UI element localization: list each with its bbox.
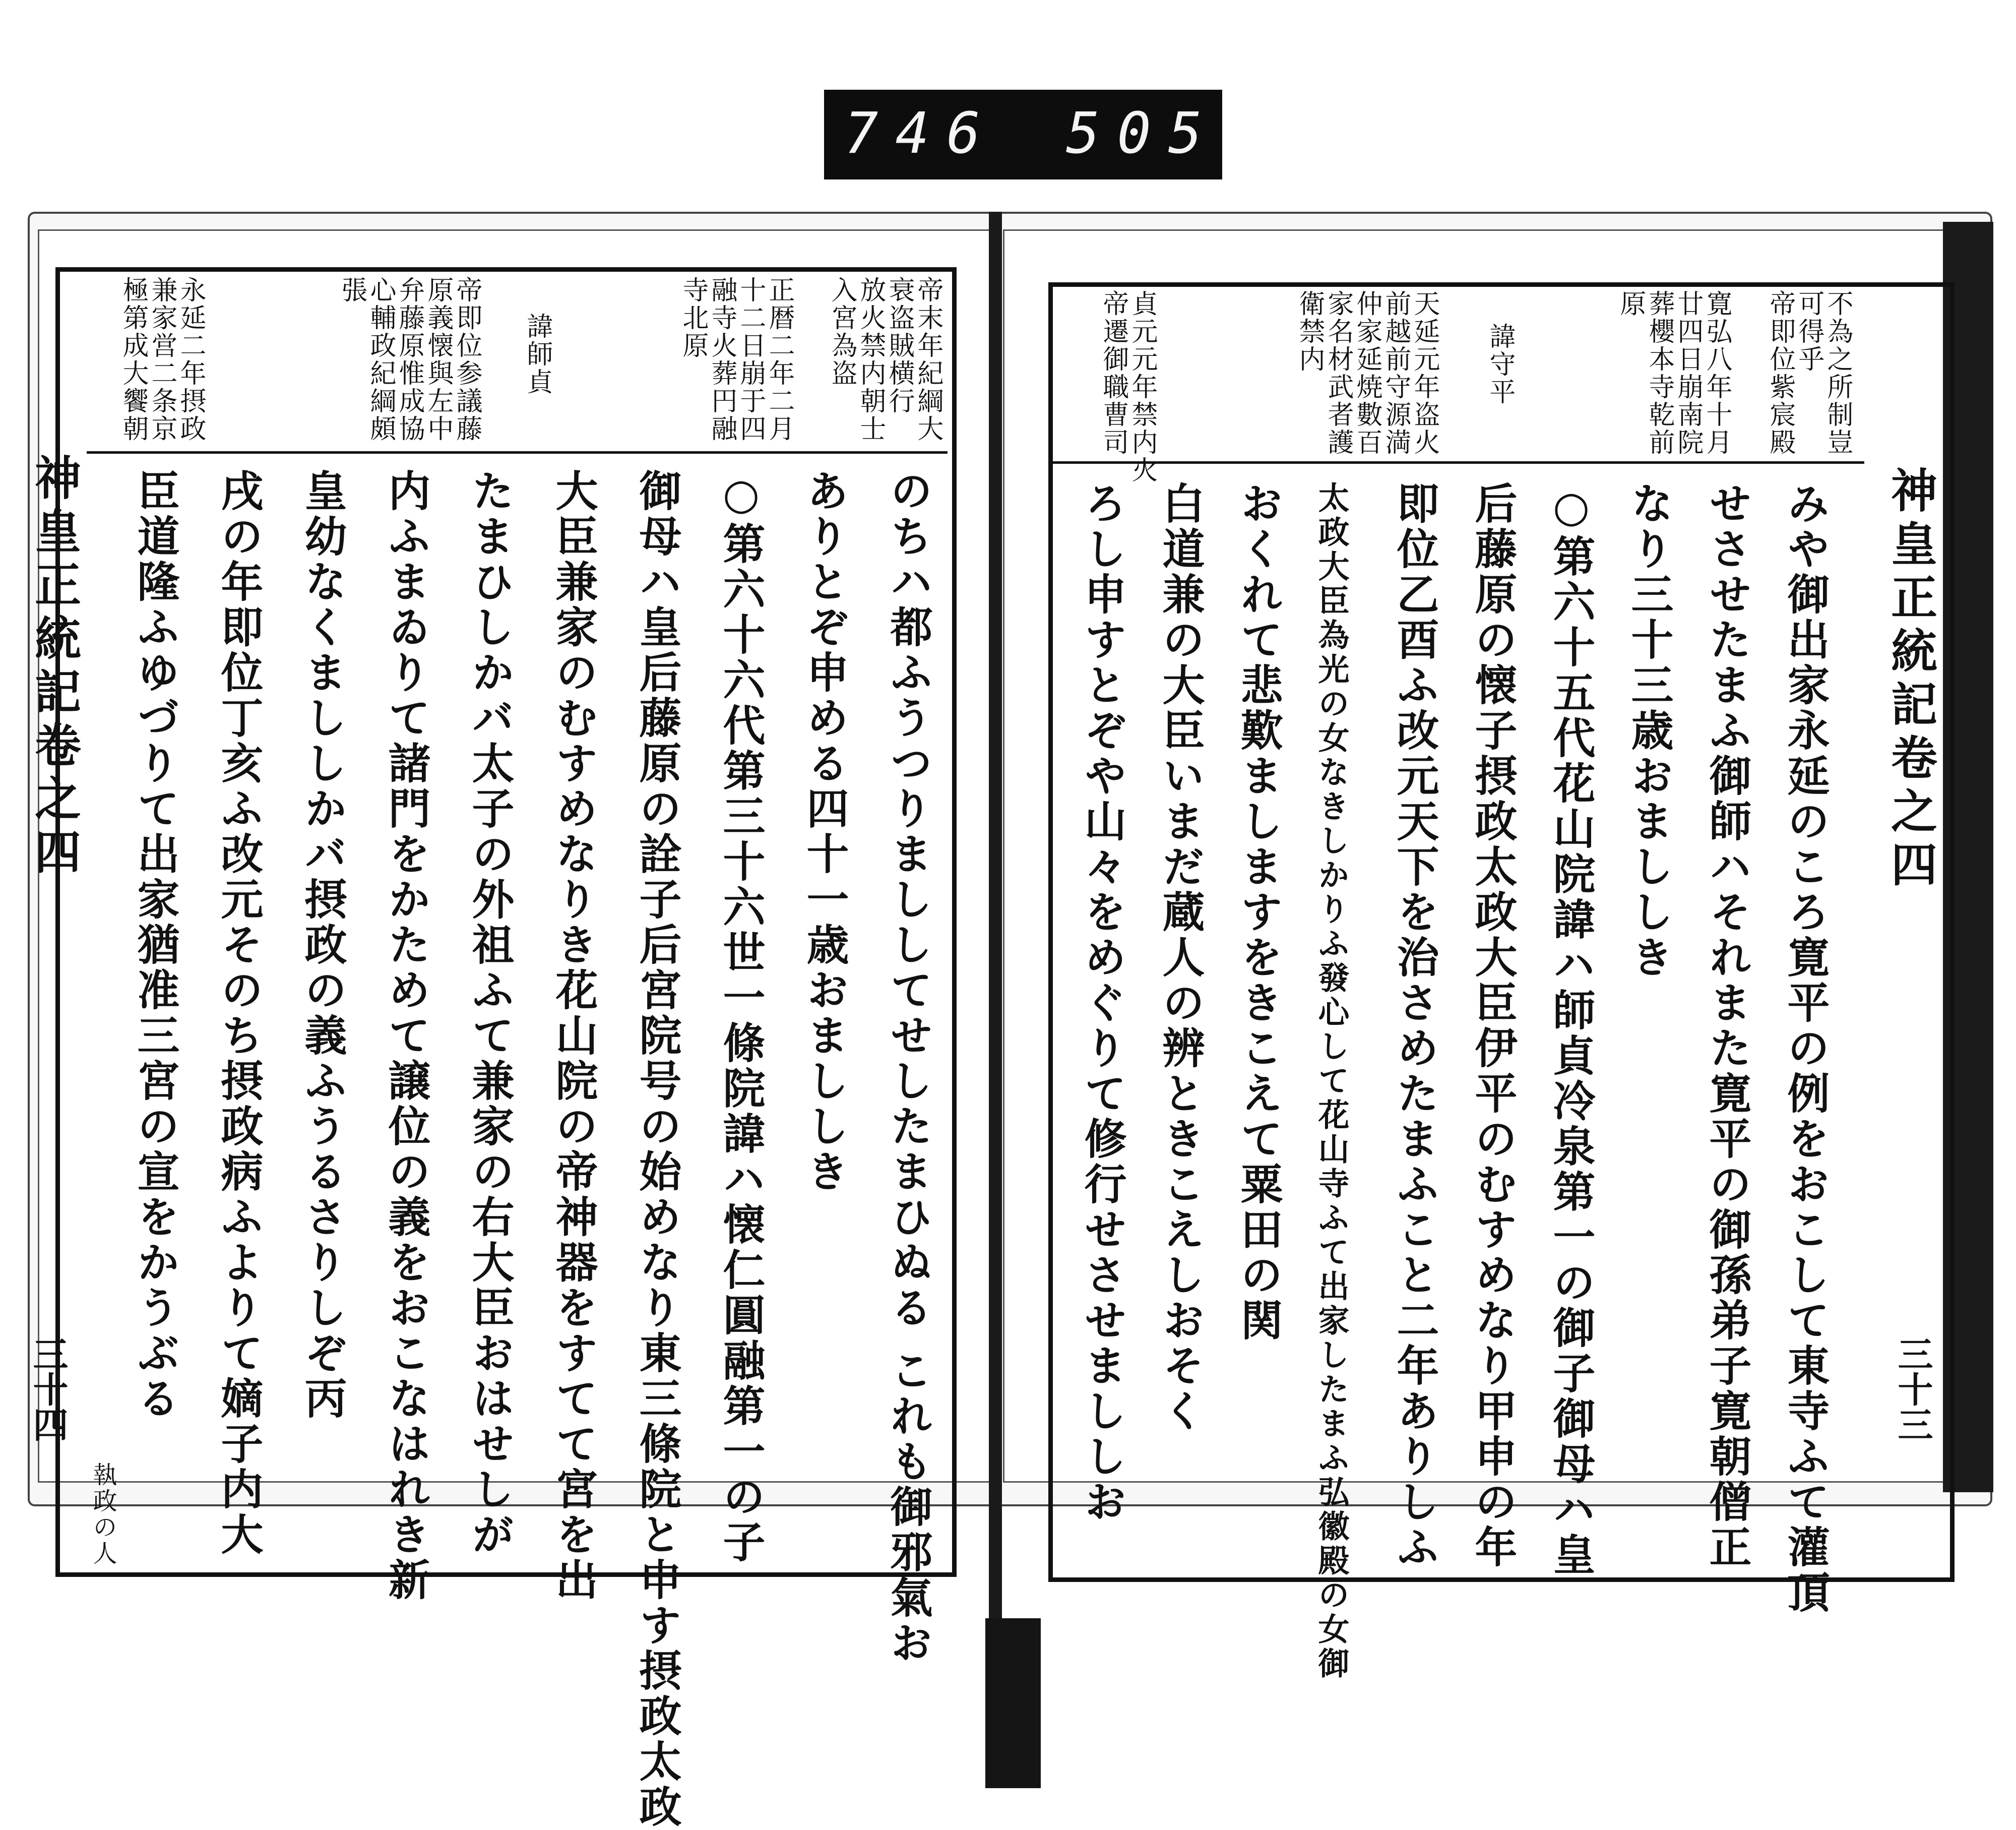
text-column: ○第六十五代花山院諱ハ師貞冷泉第一の御子御母ハ皇 (1546, 481, 1596, 1578)
left-folio: 三十四 (27, 1336, 69, 1442)
left-headnote: 兼家営二条京 (147, 276, 177, 443)
text-column: おくれて悲歎ましますをきこえて粟田の関 (1234, 481, 1284, 1344)
archive-label-right-number: 505 (1066, 101, 1220, 166)
text-column: ろし申すとぞや山々をめぐりて修行せさせまししお (1078, 481, 1127, 1525)
text-column: 御母ハ皇后藤原の詮子后宮院号の始めなり東三條院と申す摂政太政 (633, 469, 682, 1830)
right-headnote-rule (1053, 461, 1864, 464)
left-headnote: 心輔政紀綱頗 (365, 276, 396, 443)
text-column: たまひしかバ太子の外祖ふて兼家の右大臣おはせしが (465, 469, 515, 1558)
left-headnote: 入宮為盗 (827, 276, 857, 387)
right-headnote: 貞元元年禁内火 (1127, 290, 1157, 484)
left-headnote: 張 (337, 276, 367, 304)
left-headnote: 正暦二年二月 (764, 276, 794, 443)
book-gutter-lower (985, 1618, 1041, 1788)
left-headnote: 弁藤原惟成協 (394, 276, 424, 443)
left-headnote: 十二日崩于四 (735, 276, 766, 443)
text-column: 白道兼の大臣いまだ蔵人の辨ときこえしおそく (1156, 481, 1206, 1434)
text-column: 内ふまゐりて諸門をかためて譲位の義をおこなはれき新 (382, 469, 431, 1603)
left-headnote: 原義懐與左中 (423, 276, 453, 443)
right-headnote: 葬櫻本寺乾前 (1644, 290, 1674, 456)
left-headnote: 永延二年摂政 (175, 276, 206, 443)
right-headnote: 天延元年盗火 (1409, 290, 1439, 456)
text-column: 后藤原の懐子摂政太政大臣伊平のむすめなり甲申の年 (1468, 481, 1518, 1570)
left-headnote-rule (87, 451, 948, 454)
text-column: 太政大臣為光の女なきしかりふ發心して花山寺ふて出家したまふ弘徽殿の女御 (1313, 481, 1350, 1681)
right-headnote: 諱守平 (1485, 323, 1515, 406)
archive-label (824, 90, 1222, 179)
right-headnote: 可得乎 (1794, 290, 1824, 373)
text-column: 戌の年即位丁亥ふ改元そのち摂政病ふよりて嫡子内大 (214, 469, 264, 1558)
left-headnote: 帝即位参議藤 (452, 276, 482, 443)
left-headnote: 帝末年紀綱大 (913, 276, 943, 443)
left-headnote: 寺北原 (678, 276, 708, 359)
left-headnote: 放火禁内朝士 (855, 276, 886, 443)
tail-note: 執政の人 (89, 1462, 117, 1567)
right-running-title: 神皇正統記卷之四 (1883, 466, 1938, 894)
text-column: のちハ都ふうつりまししてせしたまひぬる これも御邪氣お (884, 469, 933, 1667)
right-headnote: 原 (1615, 290, 1646, 318)
right-headnote: 衛禁内 (1294, 290, 1325, 373)
left-headnote: 融寺火葬円融 (707, 276, 737, 443)
text-column: 大臣兼家のむすめなりき花山院の帝神器をすてて宮を出 (549, 469, 599, 1603)
text-column: ○第六十六代第三十六世一條院諱ハ懐仁圓融第一の子 (716, 469, 766, 1565)
text-column: なり三十三歳おまししき (1624, 481, 1674, 981)
text-column: 臣道隆ふゆづりて出家猶准三宮の宣をかうぶる (131, 469, 180, 1422)
right-folio: 三十三 (1892, 1336, 1934, 1442)
text-column: 皇幼なくまししかバ摂政の義ふうるさりしぞ丙 (298, 469, 348, 1422)
right-headnote: 家名材武者護 (1323, 290, 1353, 456)
right-headnote: 前越前守源満 (1380, 290, 1411, 456)
left-running-title: 神皇正統記卷之四 (27, 454, 82, 881)
left-headnote: 極第成大饗朝 (118, 276, 148, 443)
text-column: 即位乙酉ふ改元天下を治さめたまふこと二年ありしふ (1390, 481, 1440, 1570)
archive-label-left-number: 746 (844, 101, 998, 166)
text-column: ありとぞ申める四十一歳おまししき (800, 469, 850, 1195)
right-headnote: 仲家延焼數百 (1352, 290, 1382, 456)
right-headnote: 不為之所制豈 (1822, 290, 1853, 456)
text-column: みや御出家永延のころ寛平の例をおこして東寺ふて灌頂 (1781, 481, 1831, 1616)
right-headnote: 寛弘八年十月 (1702, 290, 1732, 456)
right-headnote: 廿四日崩南院 (1673, 290, 1703, 456)
left-headnote: 諱師貞 (522, 313, 552, 396)
right-headnote: 帝遷御職曹司 (1098, 290, 1128, 456)
right-headnote: 帝即位紫宸殿 (1765, 290, 1795, 456)
left-headnote: 衰盗賊横行 (884, 276, 914, 415)
book-gutter (989, 212, 1002, 1788)
text-column: せさせたまふ御師ハそれまた寛平の御孫弟子寛朝僧正 (1703, 481, 1752, 1570)
